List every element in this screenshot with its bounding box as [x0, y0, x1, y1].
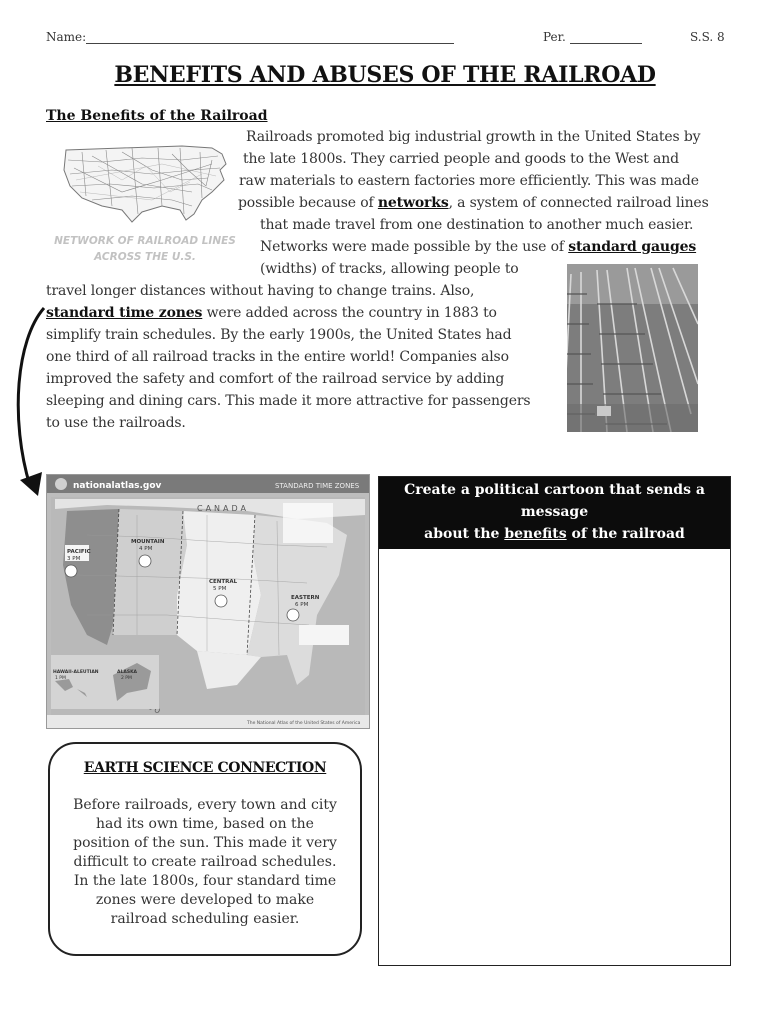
time-zones-map [46, 474, 370, 729]
term-standard-time-zones: standard time zones [46, 305, 203, 321]
term-benefits: benefits [504, 526, 567, 542]
hawaii-zone-label: HAWAII-ALEUTIAN [53, 670, 99, 675]
cartoon-prompt-line-2: about the benefits of the railroad [424, 526, 685, 542]
para-line-3: raw materials to eastern factories more efficiently. This was made [239, 173, 699, 189]
name-field [46, 30, 454, 44]
period-label: Per. [543, 30, 566, 44]
railroad-network-map [62, 140, 230, 228]
term-standard-gauges: standard gauges [568, 239, 697, 255]
section-heading: The Benefits of the Railroad [46, 108, 268, 124]
term-networks: networks [377, 195, 449, 211]
curved-arrow-icon [8, 300, 54, 500]
para-line-14: to use the railroads. [46, 415, 186, 431]
para-line-5: that made travel from one destination to another much easier. [260, 217, 694, 233]
period-field [543, 30, 642, 44]
cartoon-drawing-area[interactable] [378, 476, 731, 966]
para-line-8: travel longer distances without having to change trains. Also, [46, 283, 475, 299]
earth-science-text: Before railroads, every town and city had its own time, based on the position of the sun. This made it very difficult to create railroad schedules. In the late 1800s, four standard time zones were developed to make railroad scheduling easier. [73, 797, 337, 927]
mountain-zone-time: 4 PM [139, 546, 153, 552]
cartoon-prompt [379, 477, 730, 549]
para-line-10: simplify train schedules. By the early 1900s, the United States had [46, 327, 512, 343]
page-title: BENEFITS AND ABUSES OF THE RAILROAD [114, 62, 656, 88]
railroad-tracks-photo [567, 264, 698, 432]
map-site-label: nationalatlas.gov [73, 481, 162, 491]
course-label: S.S. 8 [690, 30, 725, 44]
earth-science-callout [48, 742, 362, 956]
central-zone-time: 5 PM [213, 586, 227, 592]
cartoon-prompt-line-1: Create a political cartoon that sends a message [404, 482, 705, 520]
para-line-12: improved the safety and comfort of the railroad service by adding [46, 371, 505, 387]
para-line-2: the late 1800s. They carried people and goods to the West and [243, 151, 679, 167]
earth-science-title: EARTH SCIENCE CONNECTION [83, 760, 327, 776]
map-caption [50, 233, 240, 265]
eastern-zone-time: 6 PM [295, 602, 309, 608]
para-line-11: one third of all railroad tracks in the entire world! Companies also [46, 349, 509, 365]
pacific-zone-label: PACIFIC [67, 549, 91, 555]
map-header-label: STANDARD TIME ZONES [275, 482, 360, 490]
map-credit: The National Atlas of the United States of America [247, 721, 361, 726]
para-line-6: Networks were made possible by the use of standard gauges [260, 239, 697, 255]
name-label: Name: [46, 30, 87, 44]
para-line-1: Railroads promoted big industrial growth in the United States by [246, 129, 701, 145]
period-blank[interactable] [570, 31, 642, 44]
map-caption-line-1: NETWORK OF RAILROAD LINES [54, 235, 236, 247]
name-blank[interactable] [86, 31, 454, 44]
map-caption-line-2: ACROSS THE U.S. [94, 251, 196, 263]
pacific-zone-time: 3 PM [67, 556, 81, 562]
para-line-7: (widths) of tracks, allowing people to [260, 261, 519, 277]
alaska-zone-label: ALASKA [117, 670, 138, 675]
canada-label: CANADA [197, 504, 250, 513]
mountain-zone-label: MOUNTAIN [131, 539, 165, 545]
eastern-zone-label: EASTERN [291, 595, 320, 601]
hawaii-zone-time: 1 PM [55, 676, 66, 681]
para-line-9: standard time zones were added across the country in 1883 to [46, 305, 497, 321]
para-line-13: sleeping and dining cars. This made it more attractive for passengers [46, 393, 531, 409]
central-zone-label: CENTRAL [209, 579, 238, 585]
para-line-4: possible because of networks, a system of connected railroad lines [238, 195, 709, 211]
alaska-zone-time: 2 PM [121, 676, 132, 681]
